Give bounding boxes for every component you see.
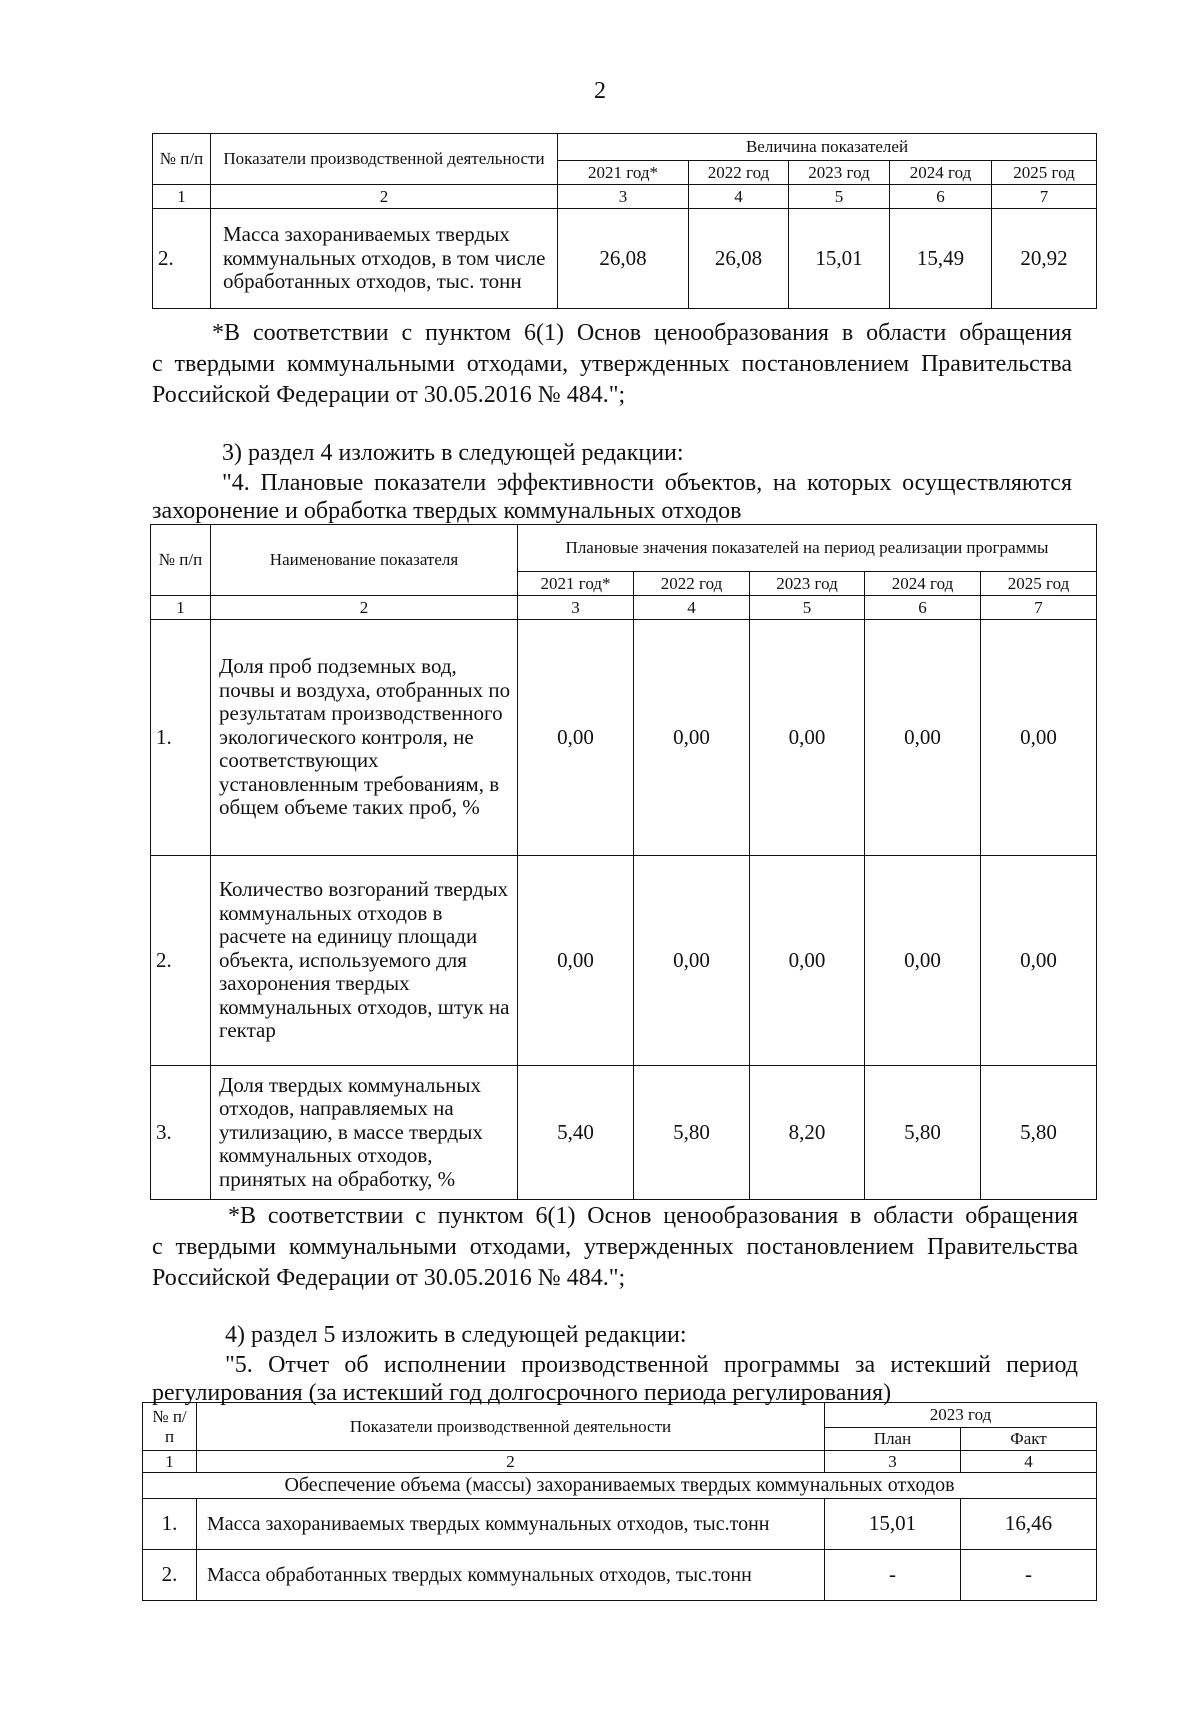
year-header: 2024 год	[890, 161, 992, 185]
value-cell: 0,00	[750, 620, 865, 856]
footnote-line: *В соответствии с пунктом 6(1) Основ ценообразования в области обращения	[228, 1203, 1078, 1229]
year-header: 2021 год*	[518, 572, 634, 596]
col-index: 7	[981, 596, 1097, 620]
year-header: 2025 год	[992, 161, 1097, 185]
value-cell: 0,00	[865, 856, 981, 1066]
col-index: 6	[865, 596, 981, 620]
value-cell: 8,20	[750, 1066, 865, 1200]
year-header: 2022 год	[689, 161, 789, 185]
value-cell: 0,00	[981, 856, 1097, 1066]
value-cell: 0,00	[518, 620, 634, 856]
row-name: Масса захораниваемых твердых коммунальных отходов, в том числе обработанных отходов, тыс. тонн	[211, 209, 558, 309]
row-name: Доля твердых коммунальных отходов, направляемых на утилизацию, в массе твердых коммунальных отходов, принятых на обработку, %	[211, 1066, 518, 1200]
col-year-header: 2023 год	[825, 1403, 1097, 1428]
footnote-line: с твердыми коммунальными отходами, утвержденных постановлением Правительства	[152, 351, 1072, 377]
value-cell: 5,40	[518, 1066, 634, 1200]
col-fact-header: Факт	[961, 1428, 1097, 1451]
value-cell: 5,80	[981, 1066, 1097, 1200]
section-intro: 3) раздел 4 изложить в следующей редакции:	[222, 440, 684, 466]
section-title: "4. Плановые показатели эффективности объектов, на которых осуществляются	[222, 470, 1072, 496]
year-header: 2021 год*	[558, 161, 689, 185]
col-index: 4	[689, 185, 789, 209]
row-name: Масса обработанных твердых коммунальных отходов, тыс.тонн	[197, 1550, 825, 1601]
col-index: 2	[211, 185, 558, 209]
section-title: "5. Отчет об исполнении производственной программы за истекший период	[225, 1352, 1078, 1378]
value-cell: 15,01	[789, 209, 890, 309]
plan-cell: 15,01	[825, 1499, 961, 1550]
year-header: 2025 год	[981, 572, 1097, 596]
col-index: 2	[211, 596, 518, 620]
section-title: захоронение и обработка твердых коммунальных отходов	[152, 498, 742, 524]
fact-cell: 16,46	[961, 1499, 1097, 1550]
col-indicator-header: Показатели производственной деятельности	[197, 1403, 825, 1451]
footnote-line: Российской Федерации от 30.05.2016 № 484.";	[152, 382, 626, 408]
fact-cell: -	[961, 1550, 1097, 1601]
value-cell: 15,49	[890, 209, 992, 309]
col-index: 3	[558, 185, 689, 209]
col-index: 6	[890, 185, 992, 209]
row-number: 2.	[153, 209, 211, 309]
year-header: 2023 год	[750, 572, 865, 596]
value-cell: 0,00	[634, 856, 750, 1066]
col-index: 4	[961, 1451, 1097, 1473]
page-number: 2	[594, 78, 606, 104]
value-cell: 26,08	[689, 209, 789, 309]
year-header: 2023 год	[789, 161, 890, 185]
section-title: регулирования (за истекший год долгосрочного периода регулирования)	[152, 1380, 892, 1406]
row-number: 2.	[143, 1550, 197, 1601]
value-cell: 5,80	[634, 1066, 750, 1200]
value-cell: 0,00	[750, 856, 865, 1066]
col-index: 5	[750, 596, 865, 620]
row-name: Масса захораниваемых твердых коммунальных отходов, тыс.тонн	[197, 1499, 825, 1550]
program-report-table	[142, 1402, 1097, 1601]
section-intro: 4) раздел 5 изложить в следующей редакции:	[225, 1322, 687, 1348]
col-index: 7	[992, 185, 1097, 209]
row-number: 1.	[151, 620, 211, 856]
footnote-line: *В соответствии с пунктом 6(1) Основ ценообразования в области обращения	[212, 320, 1072, 346]
group-title: Обеспечение объема (массы) захораниваемых твердых коммунальных отходов	[143, 1473, 1097, 1499]
value-cell: 0,00	[518, 856, 634, 1066]
value-cell: 0,00	[981, 620, 1097, 856]
col-index: 5	[789, 185, 890, 209]
footnote-line: с твердыми коммунальными отходами, утвержденных постановлением Правительства	[152, 1234, 1078, 1260]
year-header: 2022 год	[634, 572, 750, 596]
col-name-header: Наименование показателя	[211, 525, 518, 596]
col-plan-header: Плановые значения показателей на период реализации программы	[518, 525, 1097, 572]
col-values-header: Величина показателей	[558, 134, 1097, 161]
value-cell: 20,92	[992, 209, 1097, 309]
row-name: Доля проб подземных вод, почвы и воздуха, отобранных по результатам производственного экологического контроля, не соответствующих установленным требованиям, в общем объеме таких проб, %	[211, 620, 518, 856]
efficiency-indicators-table	[150, 524, 1097, 1200]
col-index: 3	[825, 1451, 961, 1473]
production-indicators-table	[152, 133, 1097, 309]
row-number: 1.	[143, 1499, 197, 1550]
value-cell: 0,00	[865, 620, 981, 856]
col-index: 2	[197, 1451, 825, 1473]
col-index: 3	[518, 596, 634, 620]
col-index: 4	[634, 596, 750, 620]
col-index: 1	[143, 1451, 197, 1473]
col-num-header: № п/п	[153, 134, 211, 185]
col-indicator-header: Показатели производственной деятельности	[211, 134, 558, 185]
value-cell: 0,00	[634, 620, 750, 856]
row-number: 2.	[151, 856, 211, 1066]
row-name: Количество возгораний твердых коммунальных отходов в расчете на единицу площади объекта, используемого для захоронения твердых коммунальных отходов, штук на гектар	[211, 856, 518, 1066]
plan-cell: -	[825, 1550, 961, 1601]
col-plan-header: План	[825, 1428, 961, 1451]
col-num-header: № п/п	[143, 1403, 197, 1451]
col-index: 1	[153, 185, 211, 209]
value-cell: 5,80	[865, 1066, 981, 1200]
row-number: 3.	[151, 1066, 211, 1200]
col-index: 1	[151, 596, 211, 620]
footnote-line: Российской Федерации от 30.05.2016 № 484.";	[152, 1265, 626, 1291]
year-header: 2024 год	[865, 572, 981, 596]
value-cell: 26,08	[558, 209, 689, 309]
col-num-header: № п/п	[151, 525, 211, 596]
